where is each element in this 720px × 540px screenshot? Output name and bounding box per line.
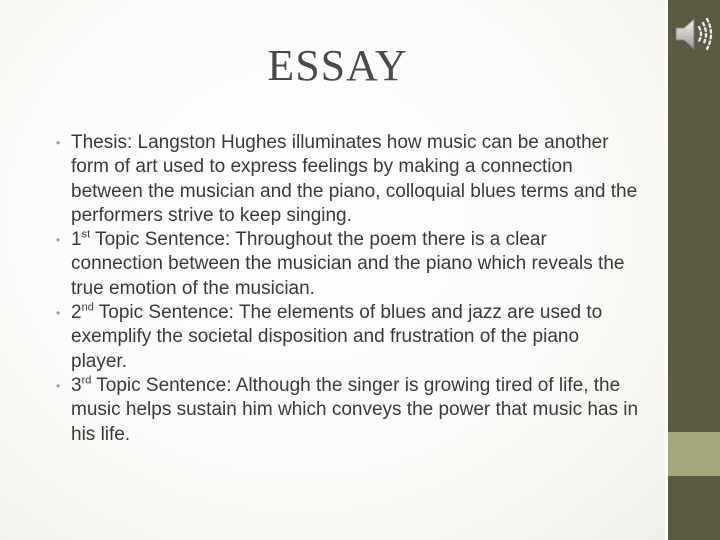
bullet-topic-3: [50, 374, 640, 447]
bullet-topic-2: [50, 301, 640, 374]
bullet-ordinal: 2: [71, 302, 82, 324]
bullet-list: [50, 131, 640, 447]
speaker-icon[interactable]: [674, 14, 718, 54]
bullet-text: Topic Sentence: Throughout the poem there is a clear connection between the musician and the piano which reveals the true emotion of the musician.: [71, 229, 625, 299]
bullet-dot-icon: •: [56, 136, 61, 150]
bullet-ordinal-suffix: rd: [81, 374, 92, 387]
bullet-text: Topic Sentence: The elements of blues and jazz are used to exemplify the societal disposition and frustration of the piano player.: [71, 302, 603, 372]
bullet-text: Topic Sentence: Although the singer is growing tired of life, the music helps sustain him which conveys the power that music has in his life.: [71, 374, 639, 445]
bullet-ordinal-suffix: st: [81, 228, 91, 241]
sidebar-accent-block: [668, 432, 720, 476]
slide-title: ESSAY: [267, 41, 408, 90]
bullet-ordinal-suffix: nd: [81, 301, 94, 314]
bullet-ordinal: 3: [71, 374, 82, 396]
bullet-thesis: [50, 131, 640, 228]
bullet-topic-1: [50, 228, 640, 301]
bullet-ordinal: 1: [71, 229, 82, 251]
bullet-dot-icon: •: [56, 233, 61, 248]
bullet-text: Thesis: Langston Hughes illuminates how music can be another form of art used to express feelings by making a connection between the musician and the piano, colloquial blues terms and the performers strive to keep singing.: [71, 132, 638, 226]
bullet-dot-icon: •: [56, 306, 61, 321]
bullet-dot-icon: •: [56, 378, 61, 393]
